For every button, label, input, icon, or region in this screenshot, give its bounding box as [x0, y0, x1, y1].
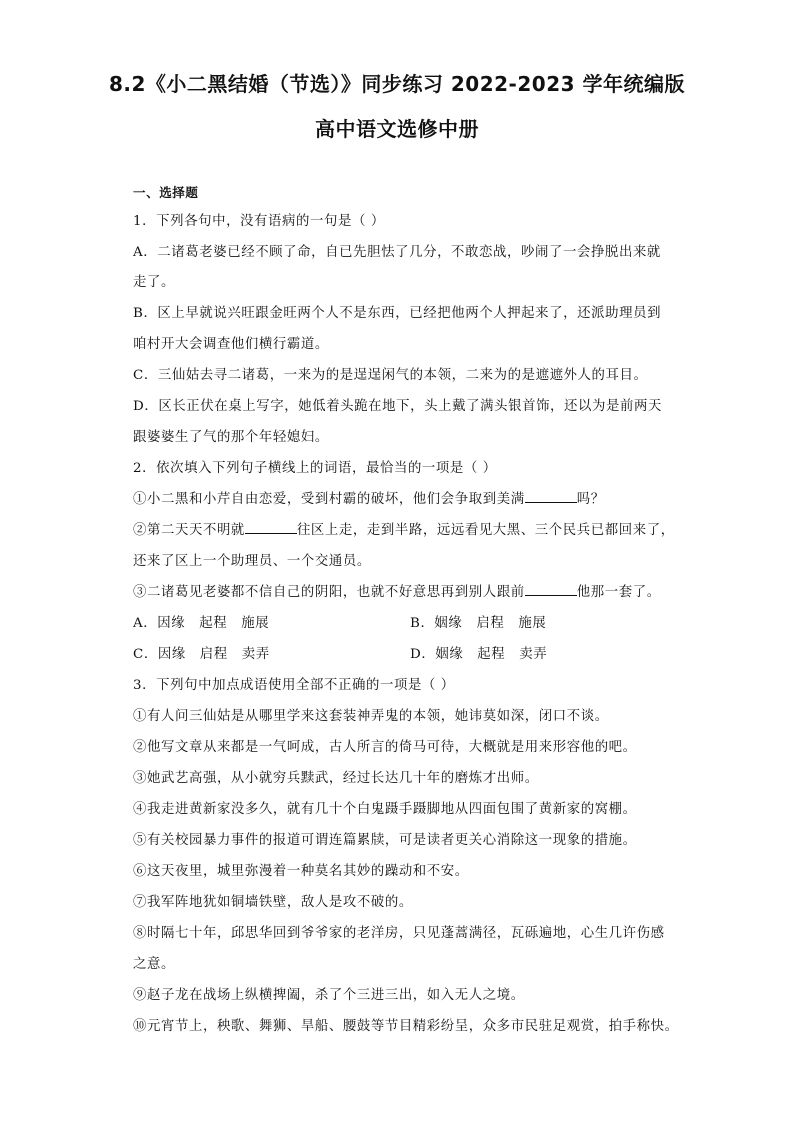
- q3-item-7: ⑦我军阵地犹如铜墙铁壁，敌人是攻不破的。: [133, 895, 413, 910]
- q1-option-d-line2: 跟婆婆生了气的那个年轻媳妇。: [133, 430, 329, 445]
- q3-item-10: ⑩元宵节上，秧歌、舞狮、旱船、腰鼓等节目精彩纷呈，众多市民驻足观赏，拍手称快。: [133, 1019, 679, 1034]
- q2-option-a: A．因缘 起程 施展: [133, 616, 270, 631]
- q1-option-b-line1: B．区上早就说兴旺跟金旺两个人不是东西，已经把他两个人押起来了，还派助理员到: [133, 306, 662, 321]
- q3-item-1: ①有人问三仙姑是从哪里学来这套装神弄鬼的本领，她讳莫如深，闭口不谈。: [133, 709, 609, 724]
- q3-item-8-line2: 之意。: [133, 957, 175, 972]
- q2-option-b: B．姻缘 启程 施展: [410, 616, 547, 631]
- q1-option-a-line2: 走了。: [133, 275, 175, 290]
- q2-option-c: C．因缘 启程 卖弄: [133, 647, 270, 662]
- section-heading: 一、选择题: [133, 185, 199, 200]
- q2-sentence-3: [133, 583, 663, 603]
- q3-item-4: ④我走进黄新家没多久，就有几十个白鬼蹑手蹑脚地从四面包围了黄新家的窝棚。: [133, 802, 637, 817]
- question-1-stem: 1．下列各句中，没有语病的一句是（ ）: [133, 214, 385, 229]
- q3-item-6: ⑥这天夜里，城里弥漫着一种莫名其妙的躁动和不安。: [133, 864, 469, 879]
- fill-blank: [245, 521, 297, 534]
- q2-s1-text-before: ①小二黑和小芹自由恋爱，受到村霸的破坏，他们会争取到美满: [133, 492, 525, 507]
- fill-blank: [525, 490, 577, 503]
- q2-sentence-2: [133, 521, 675, 541]
- q2-sentence-1: [133, 490, 663, 510]
- q3-item-2: ②他写文章从来都是一气呵成，古人所言的倚马可待，大概就是用来形容他的吧。: [133, 740, 637, 755]
- page-subtitle: 高中语文选修中册: [315, 117, 479, 141]
- q2-s2-text-before: ②第二天天不明就: [133, 523, 245, 538]
- q2-sentence-2-line2: 还来了区上一个助理员、一个交通员。: [133, 554, 371, 569]
- q1-option-c: C．三仙姑去寻二诸葛，一来为的是逞逞闲气的本领，二来为的是遮遮外人的耳目。: [133, 368, 648, 383]
- q2-option-d: D．姻缘 起程 卖弄: [410, 647, 548, 662]
- q2-s1-text-after: 吗？: [576, 492, 605, 507]
- q2-s3-text-before: ③二诸葛见老婆都不信自己的阴阳，也就不好意思再到别人跟前: [133, 585, 525, 600]
- page-title: 8.2《小二黑结婚（节选）》同步练习 2022-2023 学年统编版: [109, 72, 685, 96]
- question-3-stem: 3．下列句中加点成语使用全部不正确的一项是（ ）: [133, 678, 455, 693]
- q3-item-9: ⑨赵子龙在战场上纵横捭阖，杀了个三进三出，如入无人之境。: [133, 988, 525, 1003]
- q1-option-b-line2: 咱村开大会调查他们横行霸道。: [133, 337, 329, 352]
- question-2-stem: 2．依次填入下列句子横线上的词语，最恰当的一项是（ ）: [133, 461, 497, 476]
- q3-item-8-line1: ⑧时隔七十年，邱思华回到爷爷家的老洋房，只见蓬蒿满径，瓦砾遍地，心生几许伤感: [133, 926, 665, 941]
- q2-s2-text-after: 往区上走，走到半路，远远看见大黑、三个民兵已都回来了，: [296, 523, 675, 538]
- q1-option-d-line1: D．区长正伏在桌上写字，她低着头跪在地下，头上戴了满头银首饰，还以为是前两天: [133, 399, 662, 414]
- q3-item-3: ③她武艺高强，从小就穷兵黩武，经过长达几十年的磨炼才出师。: [133, 771, 539, 786]
- q2-s3-text-after: 他那一套了。: [576, 585, 661, 600]
- fill-blank: [525, 583, 577, 596]
- q3-item-5: ⑤有关校园暴力事件的报道可谓连篇累牍，可是读者更关心消除这一现象的措施。: [133, 833, 637, 848]
- q1-option-a-line1: A．二诸葛老婆已经不顾了命，自已先胆怯了几分，不敢恋战，吵闹了一会挣脱出来就: [133, 245, 661, 260]
